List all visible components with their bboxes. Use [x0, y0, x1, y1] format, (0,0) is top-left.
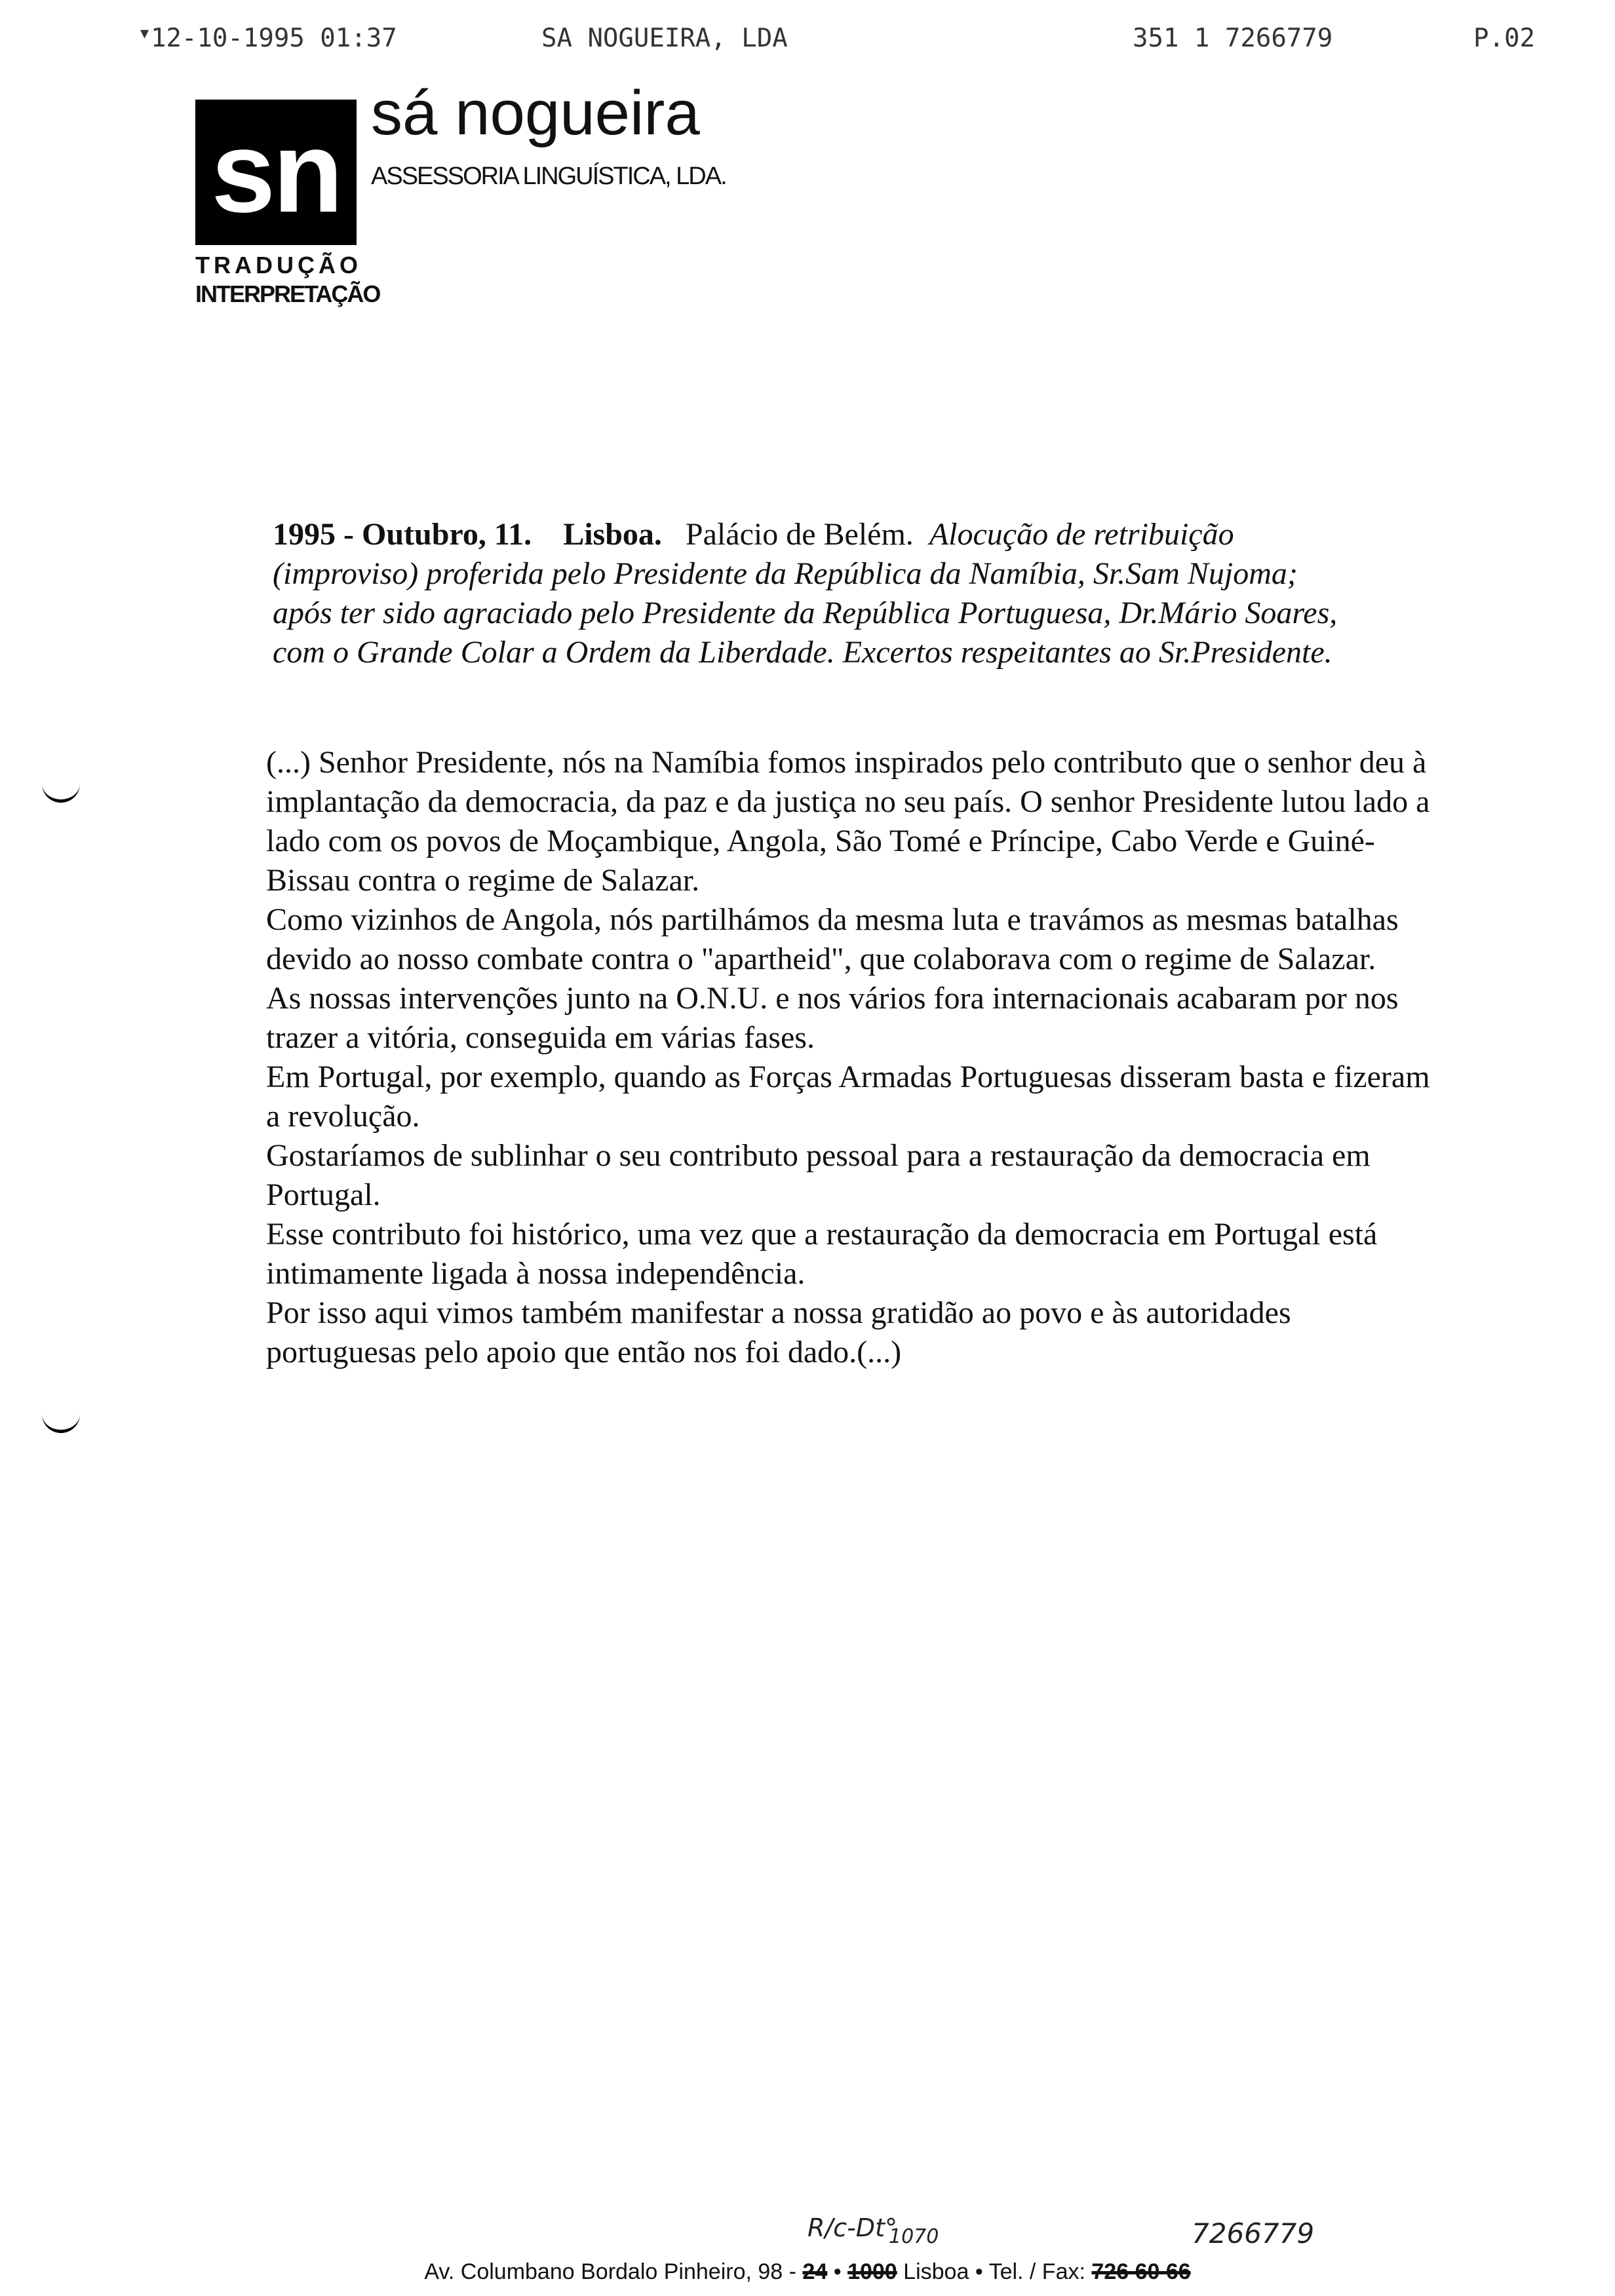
handwritten-phone: 7266779	[1192, 2217, 1315, 2249]
footer-bullet: •	[833, 2259, 842, 2284]
speech-paragraph: Em Portugal, por exemplo, quando as Forças Armadas Portuguesas disseram basta e fizeram a revolução.	[266, 1060, 1430, 1134]
speech-paragraph: Como vizinhos de Angola, nós partilhámos da mesma luta e travámos as mesmas batalhas devido ao nosso combate contra o "apartheid", que colaborava com o regime de Salazar.	[266, 902, 1399, 976]
footer-struck-phone: 726 60 66	[1091, 2259, 1191, 2284]
speech-body	[266, 743, 1433, 1372]
fax-header	[0, 24, 1615, 63]
footer-tel-label: Tel. / Fax:	[988, 2259, 1085, 2284]
intro-line-4: com o Grande Colar a Ordem da Liberdade. Excertos respeitantes ao Sr.Presidente.	[273, 635, 1333, 670]
intro-line-3: após ter sido agraciado pelo Presidente da República Portuguesa, Dr.Mário Soares,	[273, 596, 1338, 630]
speech-paragraph: Gostaríamos de sublinhar o seu contributo pessoal para a restauração da democracia em Portugal.	[266, 1138, 1371, 1212]
intro-line-2: (improviso) proferida pelo Presidente da República da Namíbia, Sr.Sam Nujoma;	[273, 556, 1298, 591]
speech-paragraph: (...) Senhor Presidente, nós na Namíbia fomos inspirados pelo contributo que o senhor deu à implantação da democracia, da paz e da justiça no seu país. O senhor Presidente lutou lado a lado com os povos de Moçambique, Angola, São Tomé e Príncipe, Cabo Verde e Guiné-Bissau contra o regime de Salazar.	[266, 745, 1430, 898]
fax-mark: ▾	[140, 24, 149, 43]
intro-city: Lisboa.	[563, 517, 662, 552]
company-logo: sn	[195, 100, 357, 245]
footer-struck-number: 24	[802, 2259, 828, 2284]
intro-line-1	[273, 515, 1439, 554]
footer-bullet: •	[975, 2259, 983, 2284]
speech-paragraph: Esse contributo foi histórico, uma vez que a restauração da democracia em Portugal está intimamente ligada à nossa independência.	[266, 1217, 1378, 1291]
fax-phone: 351 1 7266779	[1133, 24, 1333, 53]
company-name: sá nogueira	[371, 78, 700, 148]
footer-city: Lisboa	[903, 2259, 969, 2284]
speech-paragraph: As nossas intervenções junto na O.N.U. e nos vários fora internacionais acabaram por nos trazer a vitória, conseguida em várias fases.	[266, 981, 1399, 1055]
intro-year: 1995	[273, 517, 336, 552]
service-interpretation: INTERPRETAÇÃO	[195, 280, 380, 307]
hole-punch-mark	[42, 1413, 80, 1433]
handwritten-postal-code: 1070	[889, 2225, 939, 2248]
service-translation: TRADUÇÃO	[195, 252, 362, 278]
intro-line-text: Alocução de retribuição	[929, 517, 1234, 552]
company-subtitle: ASSESSORIA LINGUÍSTICA, LDA.	[371, 163, 726, 190]
hole-punch-mark	[42, 782, 80, 803]
fax-page-number: P.02	[1473, 24, 1535, 53]
fax-sender: SA NOGUEIRA, LDA	[541, 24, 788, 53]
fax-datetime: 12-10-1995 01:37	[151, 24, 397, 53]
letterhead-footer	[0, 2259, 1615, 2285]
handwritten-reference: R/c-Dt°	[808, 2213, 897, 2242]
speech-paragraph: Por isso aqui vimos também manifestar a nossa gratidão ao povo e às autoridades portuguesas pelo apoio que então nos foi dado.(...)	[266, 1295, 1291, 1369]
footer-address: Av. Columbano Bordalo Pinheiro, 98 -	[424, 2259, 796, 2284]
footer-struck-postal: 1000	[847, 2259, 897, 2284]
intro-date: - Outubro, 11.	[343, 517, 532, 552]
intro-place: Palácio de Belém.	[685, 517, 914, 552]
document-intro	[273, 515, 1439, 672]
